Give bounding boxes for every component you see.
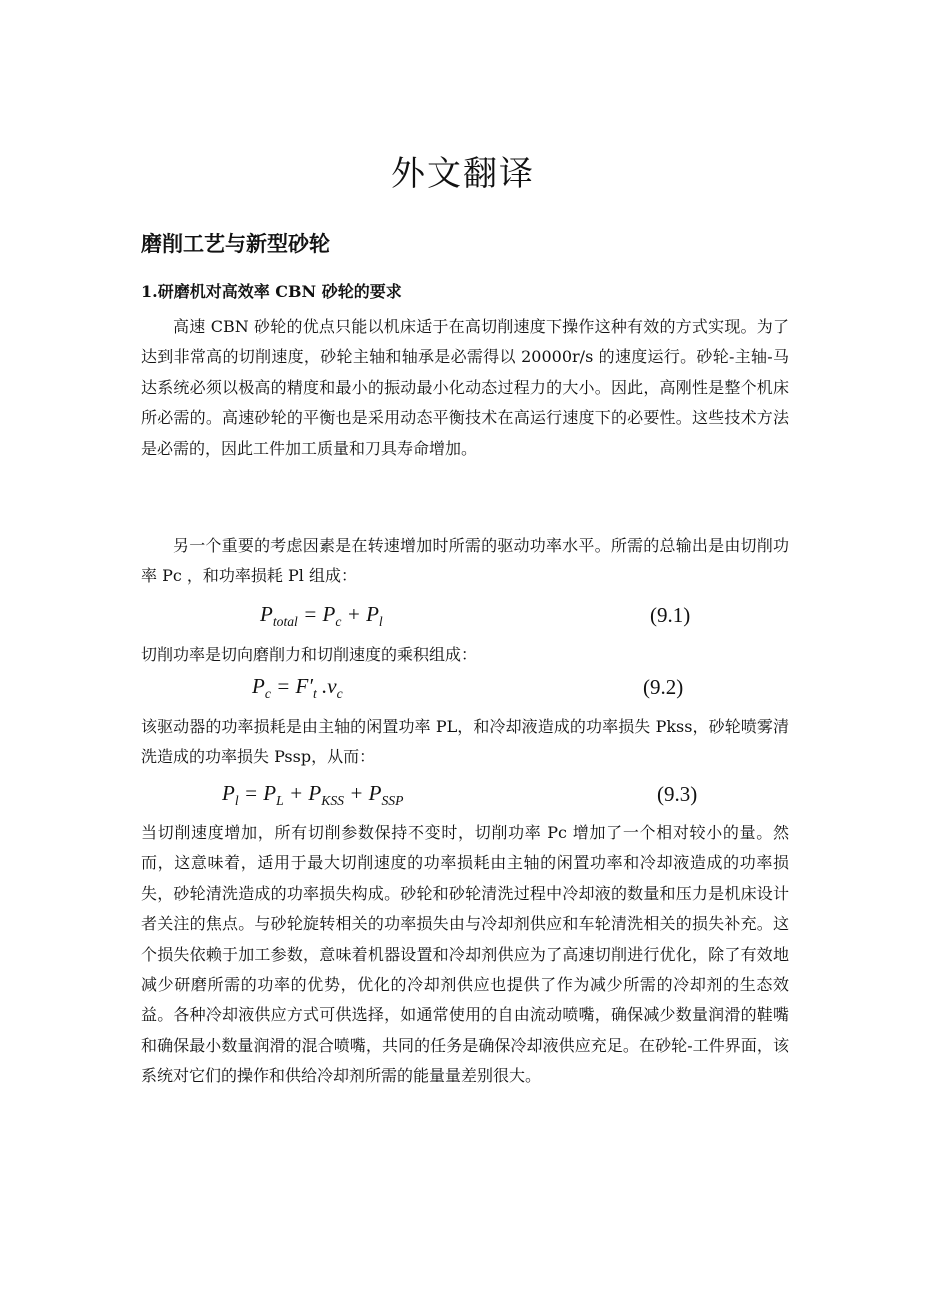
equation-9-1: $P_{total} = P_c + P_l$ [260, 602, 383, 630]
page-title: 外文翻译 [391, 154, 535, 194]
subsection-heading: 1.研磨机对高效率 CBN 砂轮的要求 [141, 282, 402, 301]
equation-9-2: $P_c = F'_t$ $.v_c$ [252, 674, 343, 702]
paragraph-2: 另一个重要的考虑因素是在转速增加时所需的驱动功率水平。所需的总输出是由切削功率 Pc ，和功率损耗 Pl 组成： [141, 536, 789, 586]
paragraph-4: 该驱动器的功率损耗是由主轴的闲置功率 PL，和冷却液造成的功率损失 Pkss，砂轮喷雾清洗造成的功率损失 Pssp，从而： [141, 717, 789, 767]
equation-number-1: (9.1) [650, 603, 691, 627]
paragraph-3: 切削功率是切向磨削力和切削速度的乘积组成： [141, 645, 478, 664]
paragraph-1: 高速 CBN 砂轮的优点只能以机床适于在高切削速度下操作这种有效的方式实现。为了达到非常高的切削速度，砂轮主轴和轴承是必需得以 20000r/s 的速度运行。砂轮-主轴-马达系统必须以极高的精度和最小的振动最小化动态过程力的大小。因此，高刚性是整个机床所必需的。高速砂轮的平衡也是采用动态平衡技术在高运行速度下的必要性。这些技术方法是必需的，因此工件加工质量和刀具寿命增加。 [141, 317, 789, 458]
equation-number-3: (9.3) [657, 782, 698, 806]
equation-number-2: (9.2) [643, 675, 684, 699]
equation-9-3: $P_l = P_L + P_{KSS} + P_{SSP}$ [222, 781, 404, 809]
section-heading: 磨削工艺与新型砂轮 [141, 231, 330, 256]
paragraph-5: 当切削速度增加，所有切削参数保持不变时，切削功率 Pc 增加了一个相对较小的量。然而，这意味着，适用于最大切削速度的功率损耗由主轴的闲置功率和冷却液造成的功率损失，砂轮清洗造成的功率损失构成。砂轮和砂轮清洗过程中冷却液的数量和压力是机床设计者关注的焦点。与砂轮旋转相关的功率损失由与冷却剂供应和车轮清洗相关的损失补充。这个损失依赖于加工参数，意味着机器设置和冷却剂供应为了高速切削进行优化，除了有效地减少研磨所需的功率的优势，优化的冷却剂供应也提供了作为减少所需的冷却剂的生态效益。各种冷却液供应方式可供选择，如通常使用的自由流动喷嘴，确保减少数量润滑的鞋嘴和确保最小数量润滑的混合喷嘴，共同的任务是确保冷却液供应充足。在砂轮-工件界面，该系统对它们的操作和供给冷却剂所需的能量量差别很大。 [141, 823, 789, 1086]
